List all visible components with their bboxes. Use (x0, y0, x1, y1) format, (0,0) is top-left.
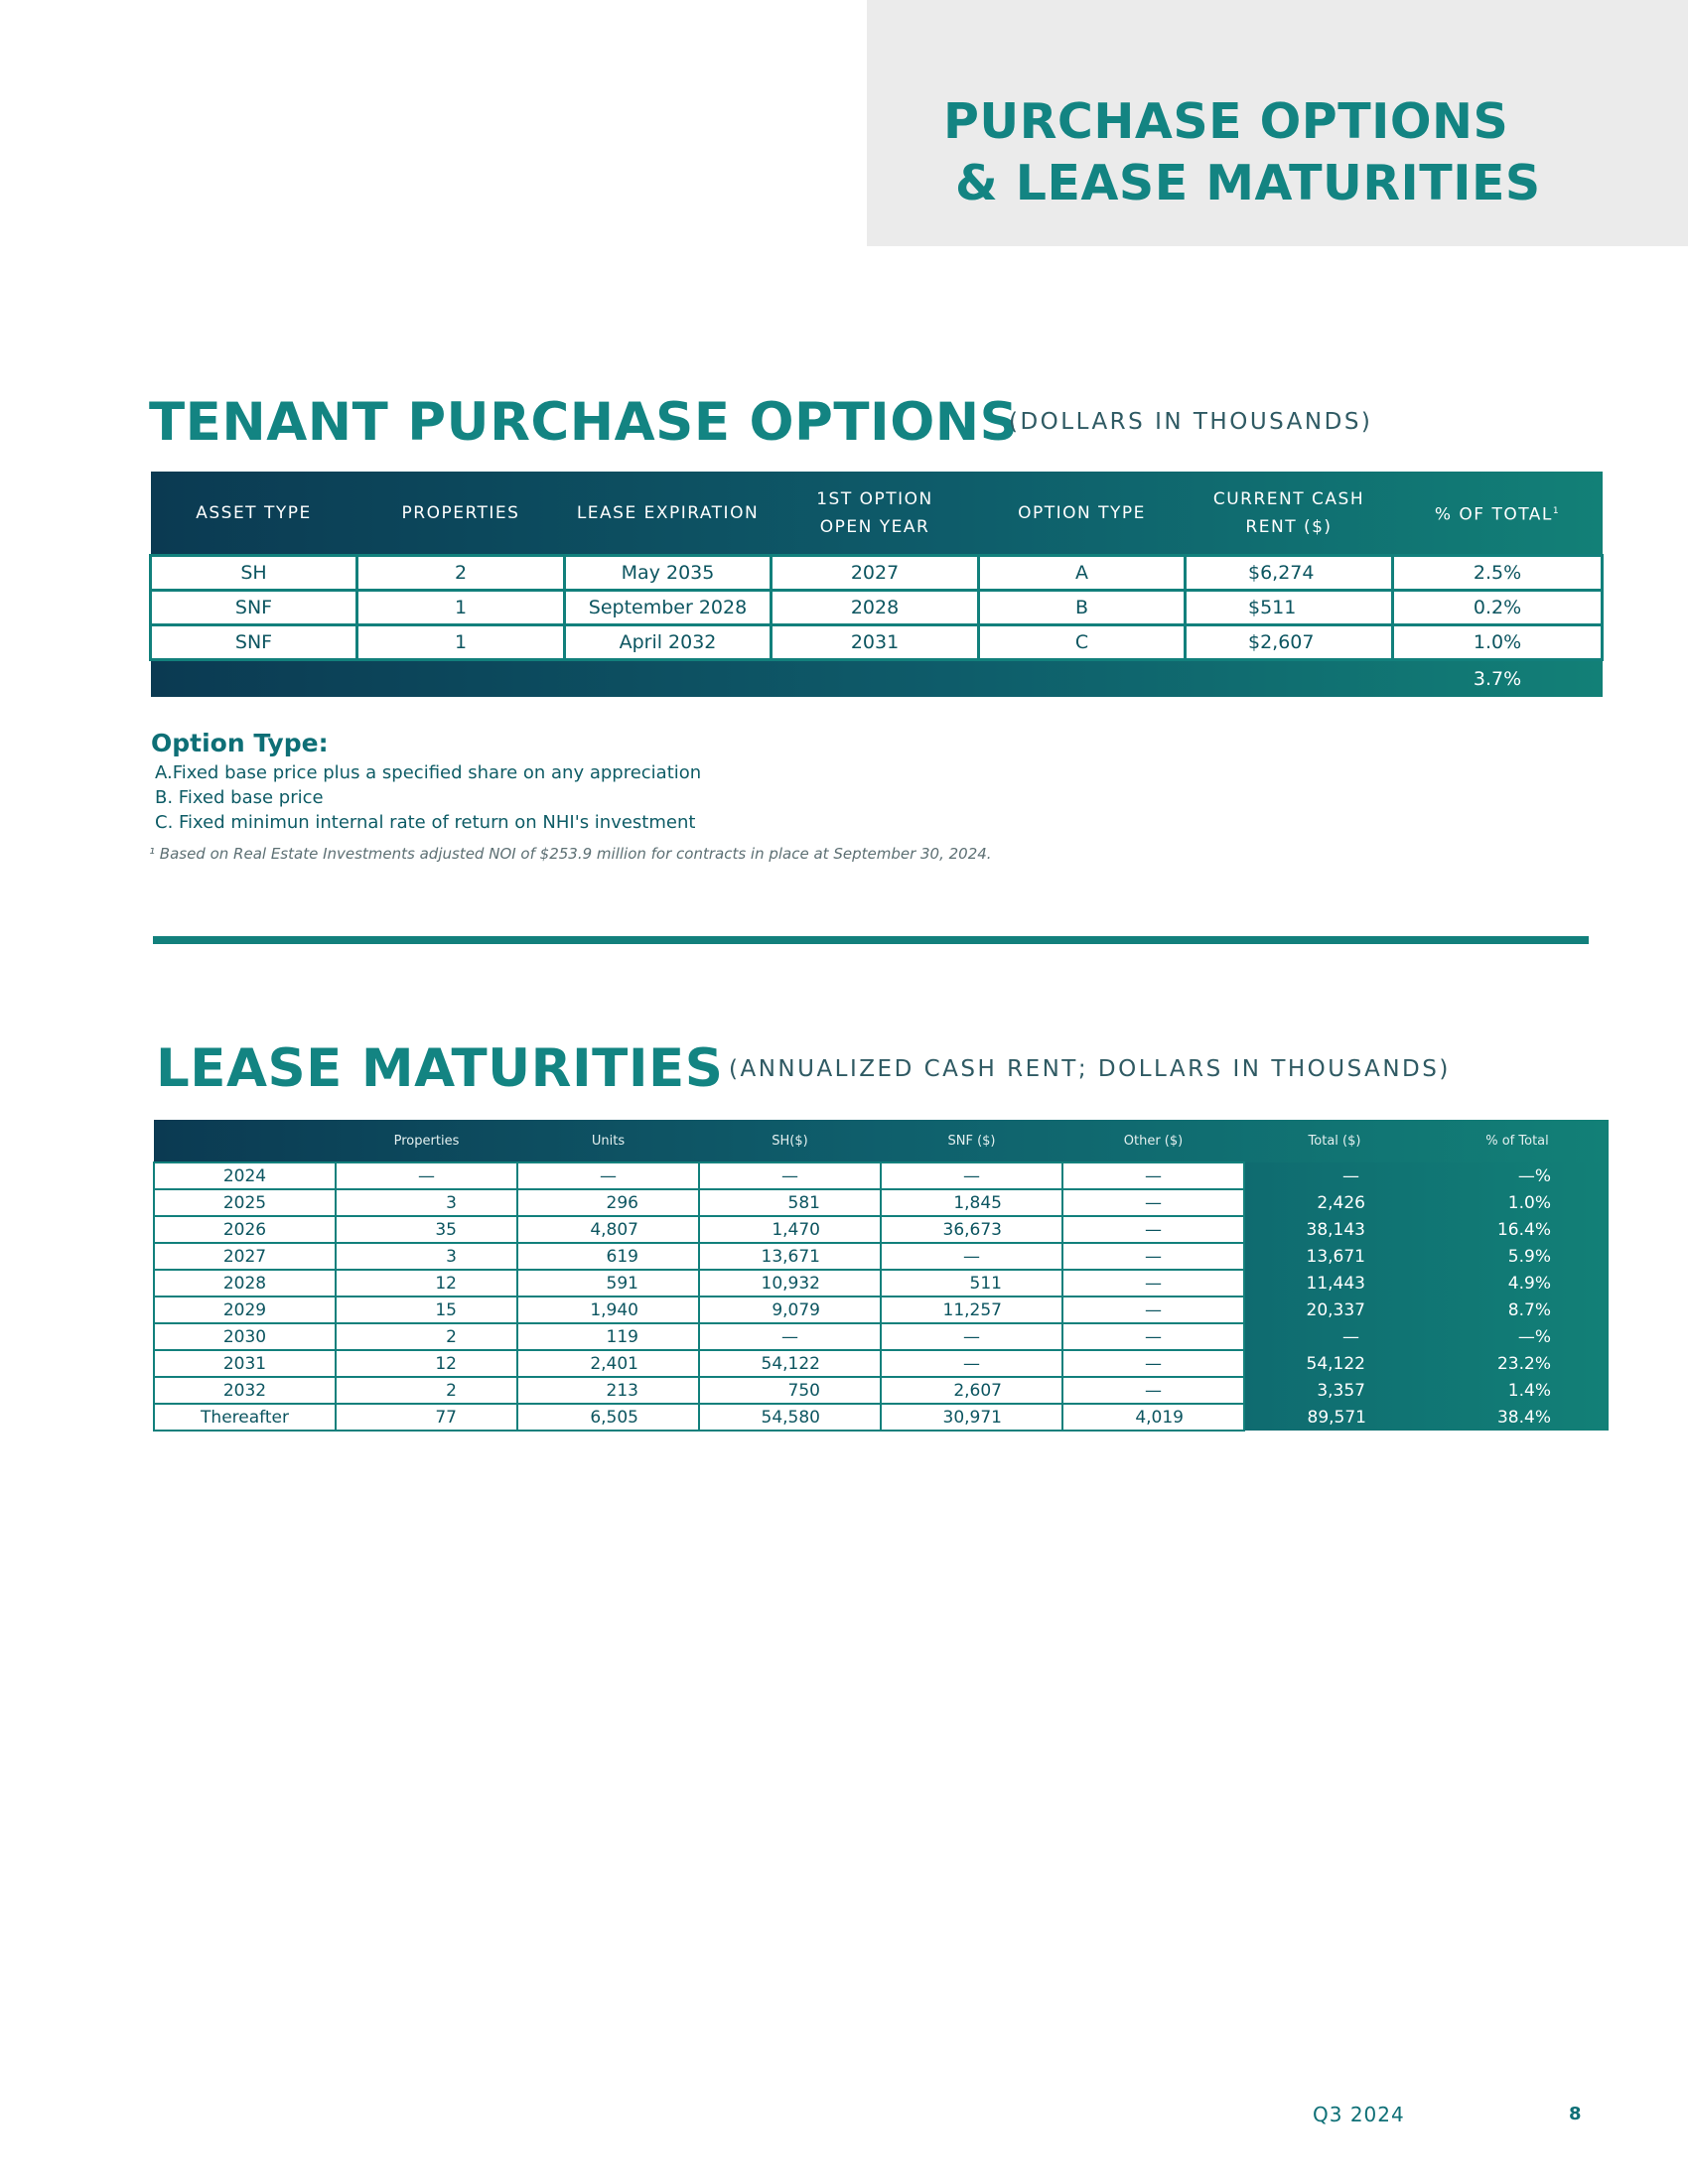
cell-properties: 15 (336, 1297, 517, 1323)
table-row (154, 1270, 1609, 1297)
cell-pct: 4.9% (1507, 1273, 1551, 1294)
option-type-item-c: C. Fixed minimun internal rate of return on NHI's investment (155, 812, 696, 833)
cell-asset-type: SNF (151, 591, 357, 625)
table-total-row (151, 660, 1603, 698)
col-snf: SNF ($) (947, 1133, 996, 1149)
cell-total: 89,571 (1307, 1407, 1366, 1428)
page-title (943, 91, 1541, 214)
cell-properties: 2 (336, 1323, 517, 1350)
cell-other: — (1062, 1189, 1244, 1216)
col-total: Total ($) (1308, 1134, 1361, 1149)
cell-units: 296 (517, 1189, 699, 1216)
lease-maturities-subtitle: (ANNUALIZED CASH RENT; DOLLARS IN THOUSANDS) (729, 1056, 1451, 1082)
cell-pct: 38.4% (1496, 1407, 1551, 1428)
col-properties: Properties (393, 1133, 460, 1149)
page-title-line2: & LEASE MATURITIES (955, 155, 1541, 211)
footnote-marker: 1 (1552, 505, 1561, 516)
cell-units: 2,401 (517, 1350, 699, 1377)
col-current-cash-rent-l2: RENT ($) (1245, 516, 1333, 537)
cell-open-year: 2031 (772, 625, 979, 660)
page-title-line1: PURCHASE OPTIONS (943, 93, 1509, 150)
table-row (154, 1216, 1609, 1243)
cell-pct: 1.4% (1507, 1380, 1551, 1401)
cell-cash-rent: $511 (1186, 591, 1393, 625)
cell-year: 2027 (154, 1243, 336, 1270)
table-row (151, 591, 1603, 625)
cell-total: 11,443 (1306, 1273, 1365, 1294)
cell-year: Thereafter (154, 1404, 336, 1431)
cell-sh: 1,470 (699, 1216, 881, 1243)
cell-other: — (1062, 1297, 1244, 1323)
cell-properties: 3 (336, 1243, 517, 1270)
cell-snf: 511 (881, 1270, 1062, 1297)
cell-snf: — (881, 1162, 1062, 1189)
cell-other: — (1062, 1377, 1244, 1404)
cell-snf: 1,845 (881, 1189, 1062, 1216)
cell-properties: 2 (357, 556, 565, 591)
cell-units: 619 (517, 1243, 699, 1270)
cell-year: 2029 (154, 1297, 336, 1323)
cell-properties: 77 (336, 1404, 517, 1431)
cell-open-year: 2028 (772, 591, 979, 625)
table-header-row (151, 472, 1603, 556)
cell-cash-rent: $2,607 (1186, 625, 1393, 660)
cell-pct: 1.0% (1393, 625, 1603, 660)
cell-pct: —% (1517, 1326, 1551, 1347)
col-current-cash-rent-l1: CURRENT CASH (1212, 488, 1365, 509)
cell-sh: 9,079 (699, 1297, 881, 1323)
cell-units: — (517, 1162, 699, 1189)
cell-sh: 10,932 (699, 1270, 881, 1297)
col-option-open-year-l1: 1ST OPTION (816, 488, 933, 509)
cell-total: 13,671 (1306, 1246, 1365, 1267)
lease-maturities-title: LEASE MATURITIES (156, 1038, 724, 1099)
col-sh: SH($) (772, 1133, 808, 1149)
cell-snf: 30,971 (881, 1404, 1062, 1431)
cell-lease-expiration: September 2028 (565, 591, 772, 625)
option-type-item-b: B. Fixed base price (155, 787, 324, 808)
col-year (154, 1120, 336, 1162)
tenant-purchase-options-subtitle: (DOLLARS IN THOUSANDS) (1009, 409, 1373, 435)
table-row (151, 556, 1603, 591)
cell-lease-expiration: May 2035 (565, 556, 772, 591)
cell-snf: 2,607 (881, 1377, 1062, 1404)
cell-year: 2031 (154, 1350, 336, 1377)
cell-option-type: C (979, 625, 1186, 660)
option-type-heading: Option Type: (151, 729, 329, 757)
cell-properties: 1 (357, 625, 565, 660)
cell-sh: 54,122 (699, 1350, 881, 1377)
lease-maturities-table (153, 1120, 1610, 1432)
col-pct-of-total (1393, 472, 1603, 556)
cell-pct: 16.4% (1496, 1219, 1551, 1240)
col-asset-type: ASSET TYPE (196, 502, 312, 523)
col-units: Units (591, 1133, 626, 1149)
col-current-cash-rent (1186, 472, 1393, 556)
cell-units: 1,940 (517, 1297, 699, 1323)
cell-other: — (1062, 1243, 1244, 1270)
option-type-item-a: A.Fixed base price plus a specified share on any appreciation (155, 762, 702, 783)
table-header-row (154, 1120, 1609, 1162)
cell-pct: 0.2% (1393, 591, 1603, 625)
cell-units: 6,505 (517, 1404, 699, 1431)
cell-other: — (1062, 1270, 1244, 1297)
cell-other: 4,019 (1062, 1404, 1244, 1431)
cell-total: — (1342, 1326, 1359, 1347)
table-row (154, 1404, 1609, 1431)
page-number: 8 (1569, 2104, 1582, 2124)
cell-pct: —% (1517, 1165, 1551, 1186)
table-row (154, 1162, 1609, 1189)
cell-snf: 36,673 (881, 1216, 1062, 1243)
cell-open-year: 2027 (772, 556, 979, 591)
cell-properties: 2 (336, 1377, 517, 1404)
cell-lease-expiration: April 2032 (565, 625, 772, 660)
tenant-purchase-options-title: TENANT PURCHASE OPTIONS (149, 392, 1019, 453)
footnote: ¹ Based on Real Estate Investments adjusted NOI of $253.9 million for contracts in place at September 30, 2024. (149, 845, 992, 863)
cell-total: 3,357 (1317, 1380, 1365, 1401)
cell-snf: — (881, 1323, 1062, 1350)
cell-pct: 1.0% (1507, 1192, 1551, 1213)
cell-sh: 54,580 (699, 1404, 881, 1431)
cell-pct: 2.5% (1393, 556, 1603, 591)
cell-units: 119 (517, 1323, 699, 1350)
cell-other: — (1062, 1162, 1244, 1189)
cell-snf: 11,257 (881, 1297, 1062, 1323)
cell-units: 213 (517, 1377, 699, 1404)
cell-year: 2026 (154, 1216, 336, 1243)
cell-other: — (1062, 1350, 1244, 1377)
cell-sh: — (699, 1162, 881, 1189)
cell-pct: 23.2% (1496, 1353, 1551, 1374)
cell-properties: 35 (336, 1216, 517, 1243)
cell-sh: 750 (699, 1377, 881, 1404)
cell-properties: — (336, 1162, 517, 1189)
cell-year: 2032 (154, 1377, 336, 1404)
table-row (154, 1323, 1609, 1350)
cell-year: 2028 (154, 1270, 336, 1297)
col-properties: PROPERTIES (401, 502, 520, 523)
cell-option-type: B (979, 591, 1186, 625)
col-pct-total: % of Total (1485, 1134, 1549, 1149)
cell-snf: — (881, 1243, 1062, 1270)
col-option-type: OPTION TYPE (1018, 502, 1146, 523)
total-pct: 3.7% (1473, 668, 1522, 690)
col-other: Other ($) (1123, 1133, 1184, 1149)
footer-period: Q3 2024 (1313, 2103, 1405, 2126)
col-pct-of-total-label: % OF TOTAL (1434, 504, 1553, 525)
table-row (154, 1297, 1609, 1323)
cell-pct: 8.7% (1507, 1299, 1551, 1320)
cell-year: 2024 (154, 1162, 336, 1189)
table-row (154, 1350, 1609, 1377)
table-row (154, 1377, 1609, 1404)
col-lease-expiration: LEASE EXPIRATION (576, 502, 760, 523)
cell-total: 20,337 (1306, 1299, 1365, 1320)
cell-year: 2025 (154, 1189, 336, 1216)
cell-asset-type: SNF (151, 625, 357, 660)
cell-sh: 581 (699, 1189, 881, 1216)
table-row (154, 1189, 1609, 1216)
cell-cash-rent: $6,274 (1186, 556, 1393, 591)
cell-total: 54,122 (1306, 1353, 1365, 1374)
col-option-open-year (772, 472, 979, 556)
cell-sh: 13,671 (699, 1243, 881, 1270)
col-option-open-year-l2: OPEN YEAR (819, 516, 930, 537)
cell-units: 591 (517, 1270, 699, 1297)
table-row (151, 625, 1603, 660)
cell-year: 2030 (154, 1323, 336, 1350)
cell-total: — (1342, 1165, 1359, 1186)
cell-snf: — (881, 1350, 1062, 1377)
tenant-purchase-options-table (149, 472, 1604, 697)
cell-pct: 5.9% (1507, 1246, 1551, 1267)
cell-option-type: A (979, 556, 1186, 591)
cell-other: — (1062, 1216, 1244, 1243)
cell-total: 2,426 (1317, 1192, 1365, 1213)
section-divider (153, 936, 1589, 944)
cell-properties: 3 (336, 1189, 517, 1216)
cell-properties: 12 (336, 1350, 517, 1377)
cell-properties: 12 (336, 1270, 517, 1297)
cell-sh: — (699, 1323, 881, 1350)
option-type-list (155, 760, 701, 835)
cell-total: 38,143 (1306, 1219, 1365, 1240)
cell-other: — (1062, 1323, 1244, 1350)
cell-asset-type: SH (151, 556, 357, 591)
cell-units: 4,807 (517, 1216, 699, 1243)
table-row (154, 1243, 1609, 1270)
cell-properties: 1 (357, 591, 565, 625)
